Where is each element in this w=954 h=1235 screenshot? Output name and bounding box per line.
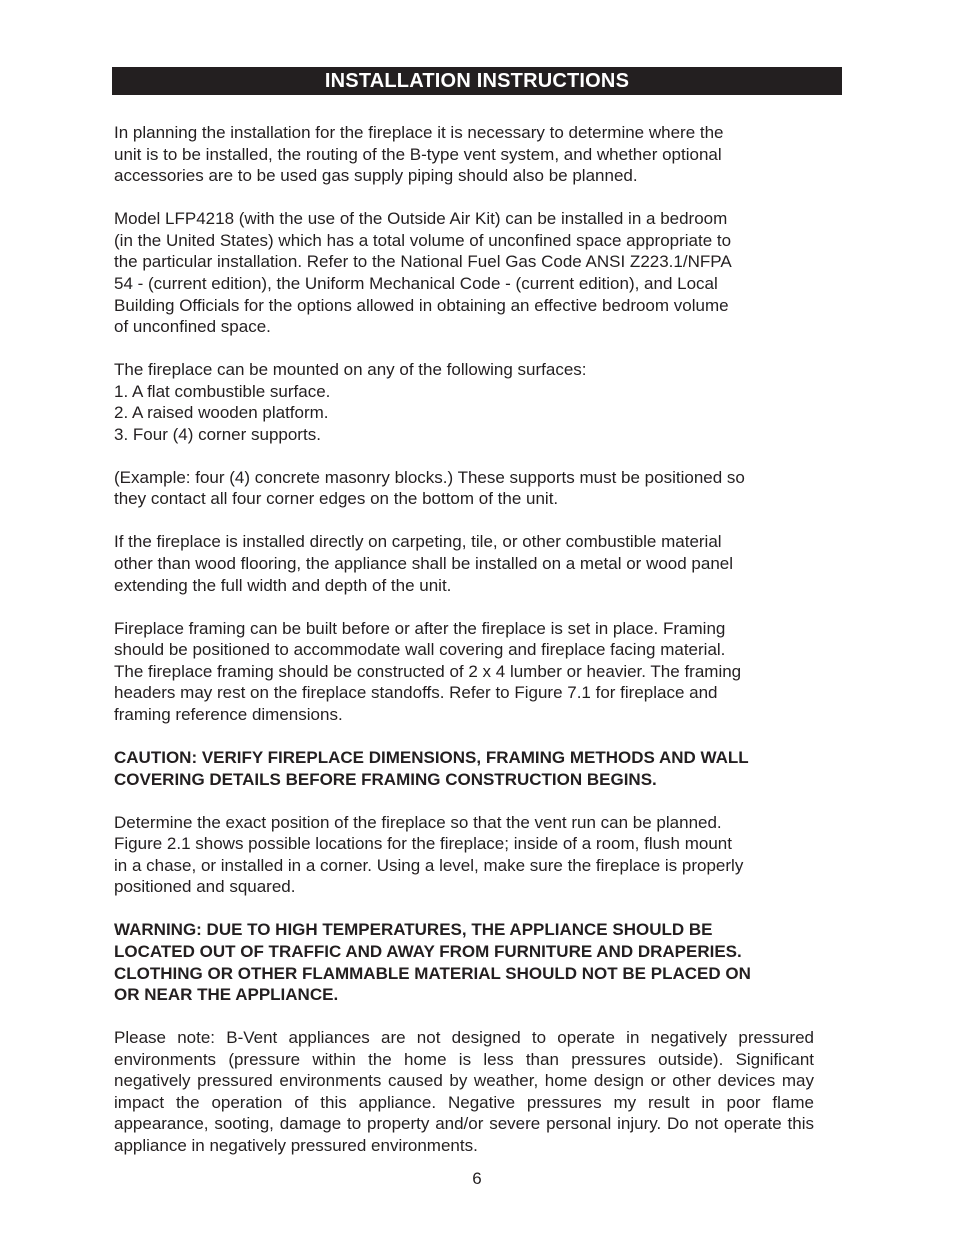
text-line: in a chase, or installed in a corner. Using a level, make sure the fireplace is properly bbox=[114, 855, 744, 875]
list-item: 2. A raised wooden platform. bbox=[114, 403, 329, 423]
text-line: framing reference dimensions. bbox=[114, 705, 343, 725]
text-line: The fireplace can be mounted on any of the following surfaces: bbox=[114, 360, 587, 380]
text-line: positioned and squared. bbox=[114, 877, 296, 897]
text-line: (Example: four (4) concrete masonry blocks.) These supports must be positioned so bbox=[114, 467, 745, 487]
text-line: (in the United States) which has a total volume of unconfined space appropriate to bbox=[114, 230, 732, 250]
paragraph-carpeting bbox=[114, 531, 814, 596]
paragraph-planning bbox=[114, 122, 814, 187]
text-line: of unconfined space. bbox=[114, 317, 271, 337]
text-line: WARNING: DUE TO HIGH TEMPERATURES, THE APPLIANCE SHOULD BE bbox=[114, 920, 713, 940]
text-line: they contact all four corner edges on the bottom of the unit. bbox=[114, 489, 559, 509]
section-title: INSTALLATION INSTRUCTIONS bbox=[112, 67, 842, 95]
text-line: other than wood flooring, the appliance shall be installed on a metal or wood panel bbox=[114, 554, 734, 574]
text-line: Figure 2.1 shows possible locations for the fireplace; inside of a room, flush mount bbox=[114, 834, 732, 854]
text-line: Building Officials for the options allowed in obtaining an effective bedroom volume bbox=[114, 295, 729, 315]
paragraph-bedroom-installation bbox=[114, 208, 814, 338]
text-line: CAUTION: VERIFY FIREPLACE DIMENSIONS, FRAMING METHODS AND WALL bbox=[114, 748, 749, 767]
paragraph-mounting-surfaces bbox=[114, 359, 814, 445]
text-line: the particular installation. Refer to the National Fuel Gas Code ANSI Z223.1/NFPA bbox=[114, 252, 732, 272]
paragraph-position bbox=[114, 812, 814, 898]
text-line: unit is to be installed, the routing of the B-type vent system, and whether optional bbox=[114, 144, 722, 164]
text-line: CLOTHING OR OTHER FLAMMABLE MATERIAL SHOULD NOT BE PLACED ON bbox=[114, 963, 751, 983]
paragraph-framing bbox=[114, 618, 814, 726]
page-number: 6 bbox=[472, 1169, 482, 1188]
text-line: If the fireplace is installed directly on carpeting, tile, or other combustible material bbox=[114, 532, 722, 552]
document-body bbox=[114, 122, 814, 1178]
warning-notice bbox=[114, 919, 814, 1005]
text-line: Fireplace framing can be built before or after the fireplace is set in place. Framing bbox=[114, 618, 726, 638]
list-item: 1. A flat combustible surface. bbox=[114, 381, 331, 401]
text-line: Model LFP4218 (with the use of the Outside Air Kit) can be installed in a bedroom bbox=[114, 209, 728, 229]
text-line: LOCATED OUT OF TRAFFIC AND AWAY FROM FURNITURE AND DRAPERIES. bbox=[114, 941, 742, 961]
list-item: 3. Four (4) corner supports. bbox=[114, 424, 321, 444]
paragraph-supports-example bbox=[114, 467, 814, 510]
caution-notice bbox=[114, 747, 814, 790]
text-line: OR NEAR THE APPLIANCE. bbox=[114, 985, 339, 1005]
text-line: accessories are to be used gas supply piping should also be planned. bbox=[114, 166, 638, 186]
text-line: should be positioned to accommodate wall covering and fireplace facing material. bbox=[114, 640, 726, 660]
text-line: COVERING DETAILS BEFORE FRAMING CONSTRUCTION BEGINS. bbox=[114, 769, 657, 789]
text-line: extending the full width and depth of the unit. bbox=[114, 575, 452, 595]
text-line: 54 - (current edition), the Uniform Mechanical Code - (current edition), and Local bbox=[114, 273, 718, 293]
text-line: Determine the exact position of the fireplace so that the vent run can be planned. bbox=[114, 812, 722, 832]
text-line: In planning the installation for the fireplace it is necessary to determine where the bbox=[114, 123, 724, 142]
text-line: The fireplace framing should be constructed of 2 x 4 lumber or heavier. The framing bbox=[114, 661, 742, 681]
text-line: headers may rest on the fireplace standoffs. Refer to Figure 7.1 for fireplace and bbox=[114, 683, 718, 703]
paragraph-negative-pressure-note: Please note: B-Vent appliances are not designed to operate in negatively pressured environments (pressure within the home is less than pressures outside). Significant negatively pressured environments caused by weather, home design or other devices may impact the operation of this appliance. Negative pressures my result in poor flame appearance, sooting, damage to property and/or severe personal injury. Do not operate this appliance in negatively pressured environments. bbox=[114, 1028, 814, 1156]
